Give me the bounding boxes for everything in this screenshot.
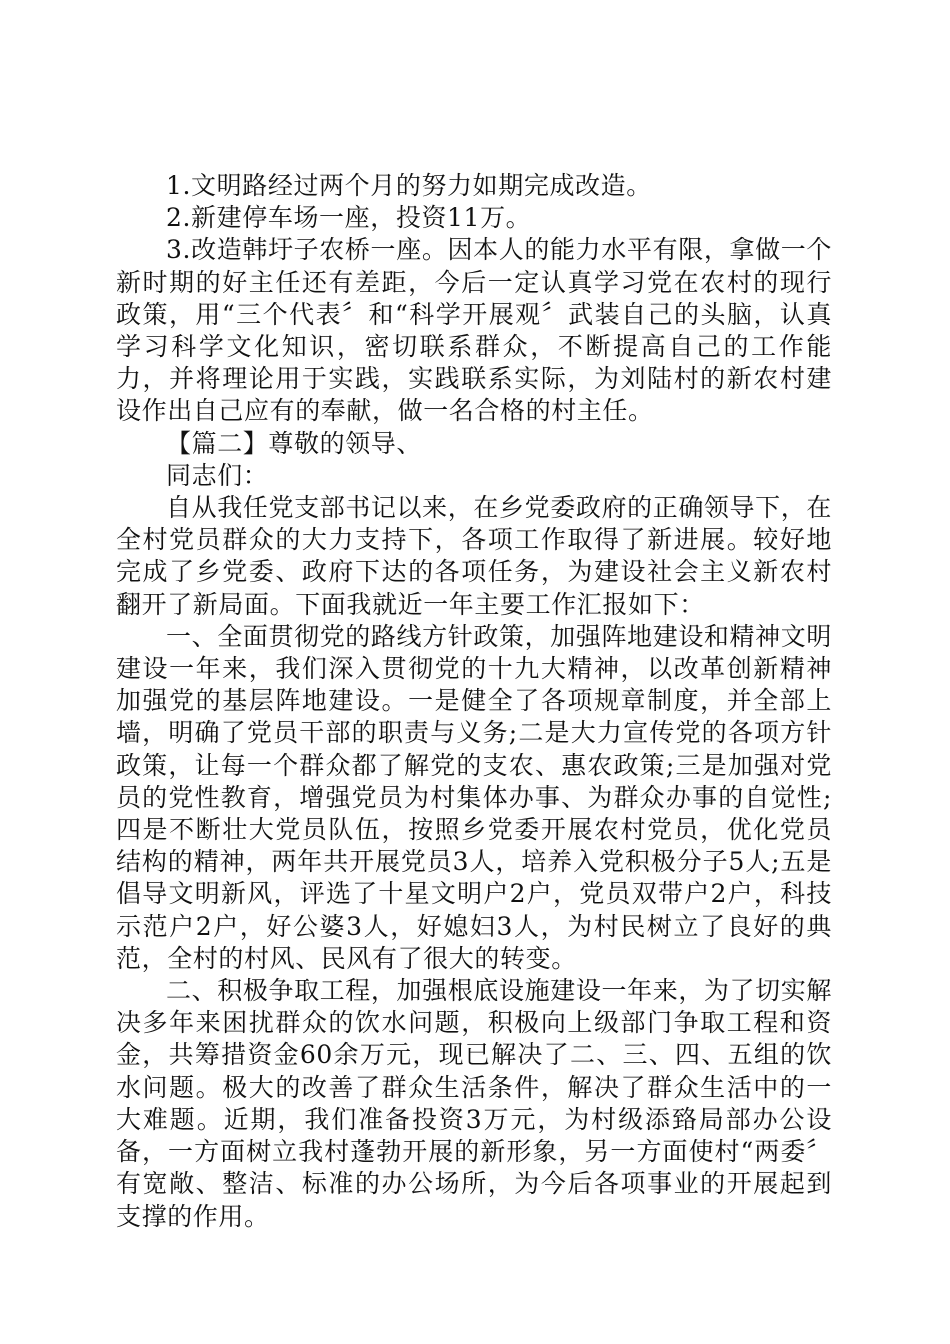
salutation: 同志们：: [166, 460, 269, 490]
section-heading: 【篇二】尊敬的领导、: [166, 428, 423, 458]
paragraph-item-1: 1.文明路经过两个月的努力如期完成改造。: [166, 171, 652, 200]
document-body: [116, 170, 832, 1233]
work-section-1: 一、全面贯彻党的路线方针政策，加强阵地建设和精神文明建设一年来，我们深入贯彻党的十九大精神，以改革创新精神加强党的基层阵地建设。一是健全了各项规章制度，并全部上墙，明确了党员干部的职责与义务;二是大力宣传党的各项方针政策，让每一个群众都了解党的支农、惠农政策;三是加强对党员的党性教育，增强党员为村集体办事、为群众办事的自觉性;四是不断壮大党员队伍，按照乡党委开展农村党员，优化党员结构的精神，两年共开展党员3人，培养入党积极分子5人;五是倡导文明新风，评选了十星文明户2户，党员双带户2户，科技示范户2户，好公婆3人，好媳妇3人，为村民树立了良好的典范，全村的村风、民风有了很大的转变。: [116, 621, 832, 973]
paragraph-item-3: 3.改造韩圩子农桥一座。因本人的能力水平有限，拿做一个新时期的好主任还有差距，今后一定认真学习党在农村的现行政策，用“三个代表〞和“科学开展观〞武装自己的头脑，认真学习科学文化知识，密切联系群众，不断提高自己的工作能力，并将理论用于实践，实践联系实际，为刘陆村的新农村建设作出自己应有的奉献，做一名合格的村主任。: [116, 235, 832, 426]
work-section-2: 二、积极争取工程，加强根底设施建设一年来，为了切实解决多年来困扰群众的饮水问题，积极向上级部门争取工程和资金，共筹措资金60余万元，现已解决了二、三、四、五组的饮水问题。极大的改善了群众生活条件，解决了群众生活中的一大难题。近期，我们准备投资3万元，为村级添臵局部办公设备，一方面树立我村蓬勃开展的新形象，另一方面使村“两委〞有宽敞、整洁、标准的办公场所，为今后各项事业的开展起到支撑的作用。: [116, 976, 832, 1231]
intro-paragraph: 自从我任党支部书记以来，在乡党委政府的正确领导下，在全村党员群众的大力支持下，各项工作取得了新进展。较好地完成了乡党委、政府下达的各项任务，为建设社会主义新农村翻开了新局面。下面我就近一年主要工作汇报如下：: [116, 493, 832, 619]
paragraph-item-2: 2.新建停车场一座，投资11万。: [166, 203, 532, 233]
